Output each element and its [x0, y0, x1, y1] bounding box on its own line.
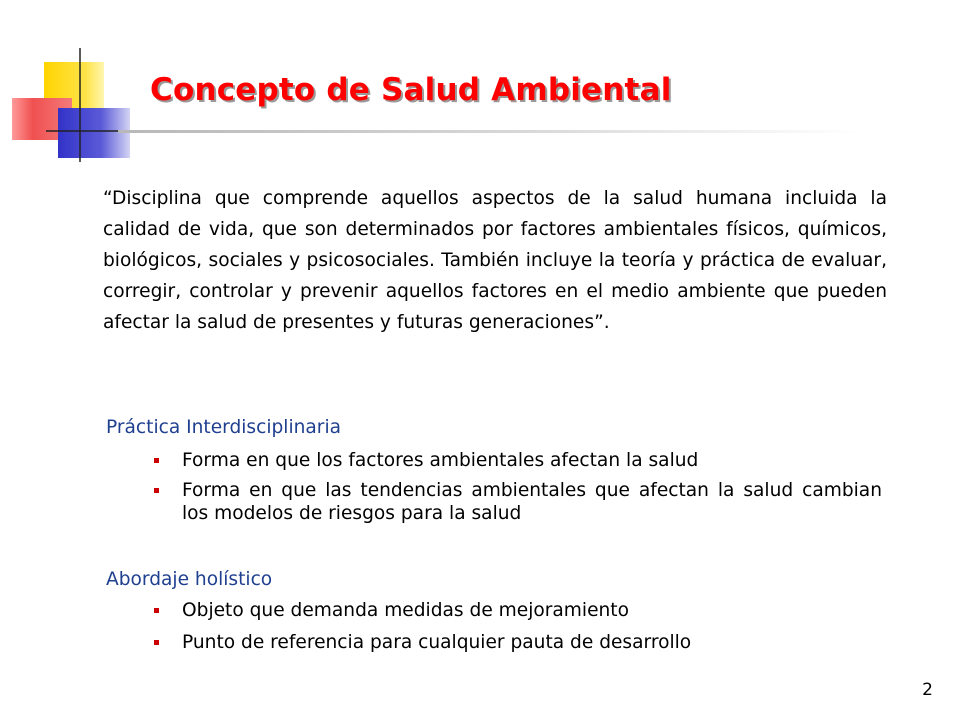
bullet-square-icon [154, 458, 159, 463]
section-heading-interdisciplinary: Práctica Interdisciplinaria [106, 417, 342, 438]
bullet-list-interdisciplinary [154, 449, 882, 525]
bullet-text: Punto de referencia para cualquier pauta de desarrollo [182, 632, 692, 653]
list-item [154, 479, 882, 525]
list-item [154, 599, 882, 622]
title-underline [118, 130, 858, 133]
bullet-text: Objeto que demanda medidas de mejoramiento [182, 600, 629, 621]
bullet-square-icon [154, 488, 159, 493]
section-heading-holistic: Abordaje holístico [106, 569, 273, 590]
bullet-text: Forma en que los factores ambientales afectan la salud [182, 450, 699, 471]
blue-square [58, 108, 130, 158]
bullet-square-icon [154, 640, 159, 645]
bullet-list-holistic [154, 599, 882, 654]
definition-quote: “Disciplina que comprende aquellos aspectos de la salud humana incluida la calidad de vida, que son determinados por factores ambientales físicos, químicos, biológicos, sociales y psicosociales. También incluye la teoría y práctica de evaluar, corregir, controlar y prevenir aquellos factores en el medio ambiente que pueden afectar la salud de presentes y futuras generaciones”. [103, 188, 887, 333]
page-number: 2 [922, 680, 933, 700]
list-item [154, 449, 882, 472]
decorative-squares-logo [0, 0, 140, 170]
slide-title: Concepto de Salud Ambiental [150, 72, 672, 108]
list-item [154, 631, 882, 654]
bullet-text: Forma en que las tendencias ambientales que afectan la salud cambian los modelos de riesgos para la salud [182, 480, 882, 524]
bullet-square-icon [154, 608, 159, 613]
